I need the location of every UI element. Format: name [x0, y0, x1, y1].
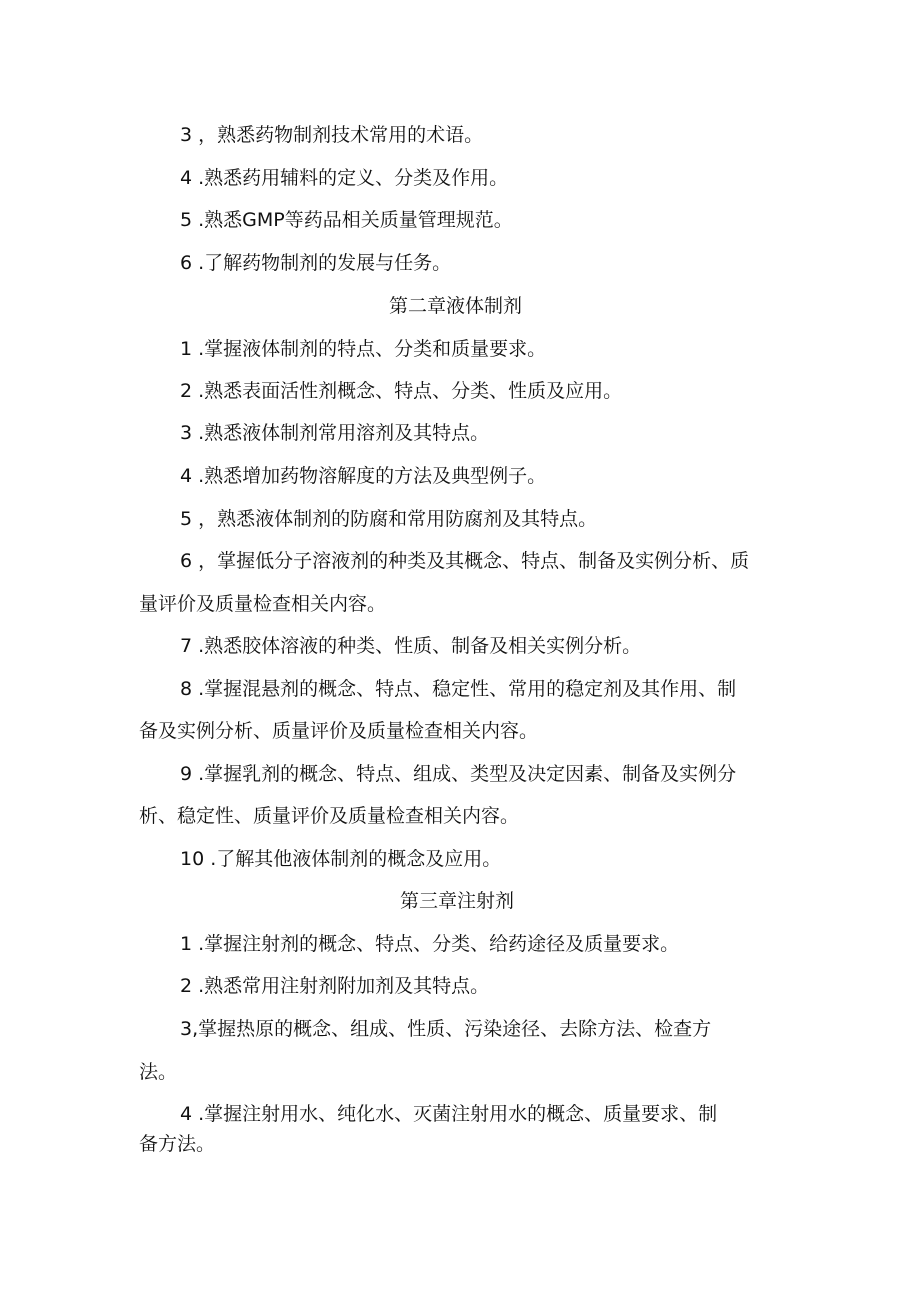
list-item: 5 ，熟悉液体制剂的防腐和常用防腐剂及其特点。 [180, 508, 598, 530]
list-item: 1 .掌握注射剂的概念、特点、分类、给药途径及质量要求。 [180, 933, 680, 955]
list-item-continuation: 析、稳定性、质量评价及质量检查相关内容。 [139, 805, 520, 827]
list-item: 3 .熟悉液体制剂常用溶剂及其特点。 [180, 422, 490, 444]
list-item: 3,掌握热原的概念、组成、性质、污染途径、去除方法、检查方 [180, 1018, 712, 1040]
list-item: 4 .掌握注射用水、纯化水、灭菌注射用水的概念、质量要求、制 [180, 1103, 718, 1125]
list-item-continuation: 法。 [139, 1061, 178, 1083]
list-item-continuation: 备及实例分析、质量评价及质量检查相关内容。 [139, 720, 539, 742]
list-item: 6 ，掌握低分子溶液剂的种类及其概念、特点、制备及实例分析、质 [180, 550, 750, 572]
list-item: 10 .了解其他液体制剂的概念及应用。 [180, 848, 502, 870]
list-item: 7 .熟悉胶体溶液的种类、性质、制备及相关实例分析。 [180, 635, 642, 657]
list-item-continuation: 备方法。 [139, 1133, 216, 1155]
list-item: 4 .熟悉增加药物溶解度的方法及典型例子。 [180, 465, 547, 487]
chapter-heading: 第二章液体制剂 [389, 295, 523, 317]
list-item: 2 .熟悉常用注射剂附加剂及其特点。 [180, 975, 490, 997]
list-item: 6 .了解药物制剂的发展与任务。 [180, 252, 452, 274]
list-item: 5 .熟悉GMP等药品相关质量管理规范。 [180, 209, 513, 231]
list-item: 2 .熟悉表面活性剂概念、特点、分类、性质及应用。 [180, 380, 623, 402]
list-item: 4 .熟悉药用辅料的定义、分类及作用。 [180, 167, 509, 189]
list-item: 9 .掌握乳剂的概念、特点、组成、类型及决定因素、制备及实例分 [180, 763, 737, 785]
list-item: 3 ，熟悉药物制剂技术常用的术语。 [180, 124, 484, 146]
list-item: 8 .掌握混悬剂的概念、特点、稳定性、常用的稳定剂及其作用、制 [180, 678, 737, 700]
list-item: 1 .掌握液体制剂的特点、分类和质量要求。 [180, 338, 547, 360]
list-item-continuation: 量评价及质量检查相关内容。 [139, 593, 387, 615]
chapter-heading: 第三章注射剂 [400, 890, 515, 912]
